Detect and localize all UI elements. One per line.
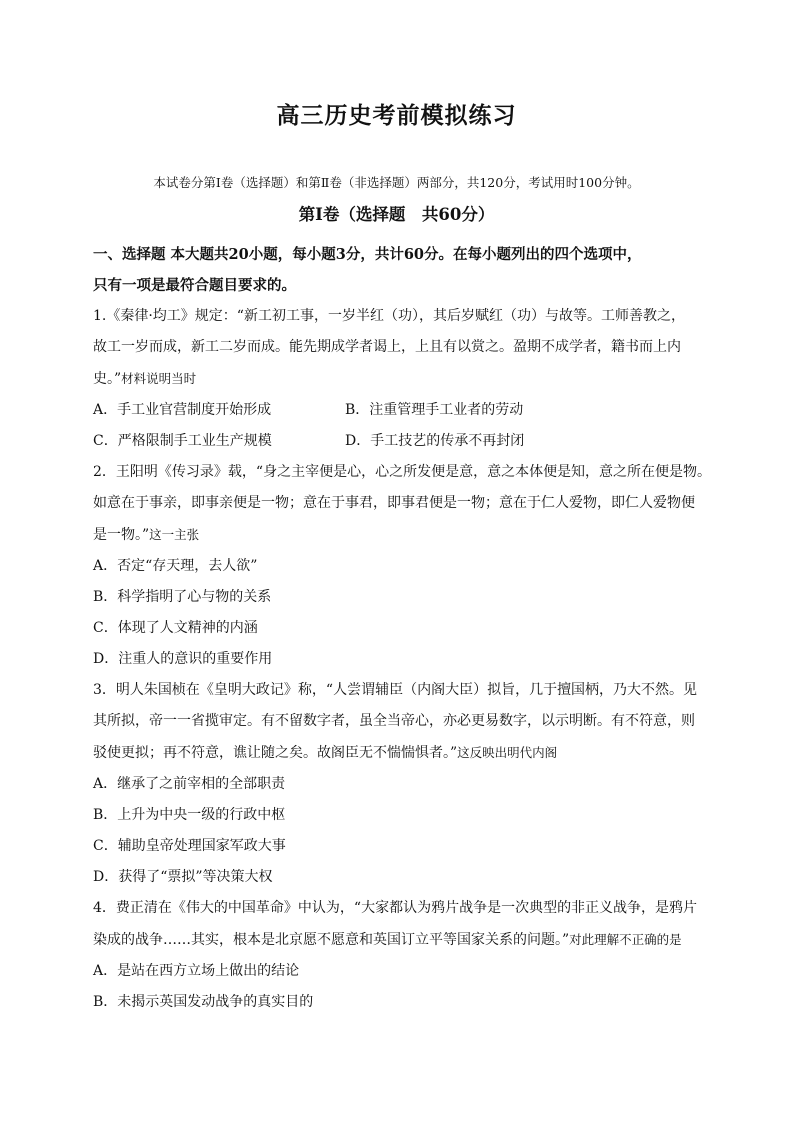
option-d: D．获得了“票拟”等决策大权 [93,869,273,885]
option-row [93,426,700,457]
stem-text: 驳使更拟；再不符意，谯让随之矣。故阁臣无不惴惴惧者。” [93,745,458,761]
page-title: 高三历史考前模拟练习 [276,102,517,129]
option-c: C．辅助皇帝处理国家军政大事 [93,838,286,854]
option-c: C．体现了人文精神的内涵 [93,620,258,636]
stem-line: 1.《秦律·均工》规定：“新工初工事，一岁半红（功），其后岁赋红（功）与故等。工师善教之， [93,308,685,324]
stem-line: 4．费正清在《伟大的中国革命》中认为，“大家都认为鸦片战争是一次典型的非正义战争，是鸦片 [93,900,698,916]
stem-line: 故工一岁而成，新工二岁而成。能先期成学者谒上，上且有以赏之。盈期不成学者，籍书而上内 [93,339,681,355]
option-b: B．科学指明了心与物的关系 [93,589,272,605]
part-heading-line-2: 只有一项是最符合题目要求的。 [93,277,296,294]
stem-line: 其所拟，帝一一省揽审定。有不留数字者，虽全当帝心，亦必更易数字，以示明断。有不符意，则 [93,713,695,729]
question-4 [93,893,700,1018]
question-stem [93,675,700,769]
stem-line-last [93,924,700,956]
stem-tail: 材料说明当时 [121,371,197,386]
stem-text: 是一物。” [93,527,150,543]
stem-tail: 这一主张 [149,527,200,542]
option-d: D．注重人的意识的重要作用 [93,651,273,667]
question-2 [93,457,712,675]
option-c: C．严格限制手工业生产规模 [93,433,272,449]
stem-tail: 这反映出明代内阁 [457,745,558,760]
question-1 [93,301,700,457]
option-a: A．否定“存天理，去人欲” [93,558,258,574]
section-title: 第Ⅰ卷（选择题 共60分） [298,205,495,224]
stem-line: 2．王阳明《传习录》载，“身之主宰便是心，心之所发便是意，意之本体便是知，意之所在便是物。 [93,464,712,480]
option-a: A．是站在西方立场上做出的结论 [93,963,300,979]
option-b: B．注重管理手工业者的劳动 [345,402,524,418]
exam-intro: 本试卷分第Ⅰ卷（选择题）和第Ⅱ卷（非选择题）两部分，共120分，考试用时100分钟。 [153,175,640,190]
option-a: A．继承了之前宰相的全部职责 [93,776,286,792]
stem-line-last [93,363,700,395]
question-stem [93,893,700,956]
question-stem [93,457,712,551]
part-heading [93,239,700,301]
question-stem [93,301,700,395]
stem-line: 3．明人朱国桢在《皇明大政记》称，“人尝谓辅臣（内阁大臣）拟旨，几于擅国柄，乃大不然。见 [93,682,698,698]
stem-text: 史。” [93,371,122,387]
question-3 [93,675,700,893]
option-b: B．未揭示英国发动战争的真实目的 [93,994,314,1010]
stem-line: 如意在于事亲，即事亲便是一物；意在于事君，即事君便是一物；意在于仁人爱物，即仁人爱物便 [93,495,695,511]
stem-line-last [93,519,700,551]
stem-text: 染成的战争……其实，根本是北京愿不愿意和英国订立平等国家关系的问题。” [93,932,570,948]
option-row [93,395,700,426]
stem-line-last [93,737,700,769]
option-a: A．手工业官营制度开始形成 [93,402,272,418]
option-b: B．上升为中央一级的行政中枢 [93,807,286,823]
stem-tail: 对此理解不正确的是 [569,932,682,947]
part-heading-line-1: 一、选择题 本大题共20小题，每小题3分，共计60分。在每小题列出的四个选项中， [93,246,642,263]
option-d: D．手工技艺的传承不再封闭 [345,433,525,449]
